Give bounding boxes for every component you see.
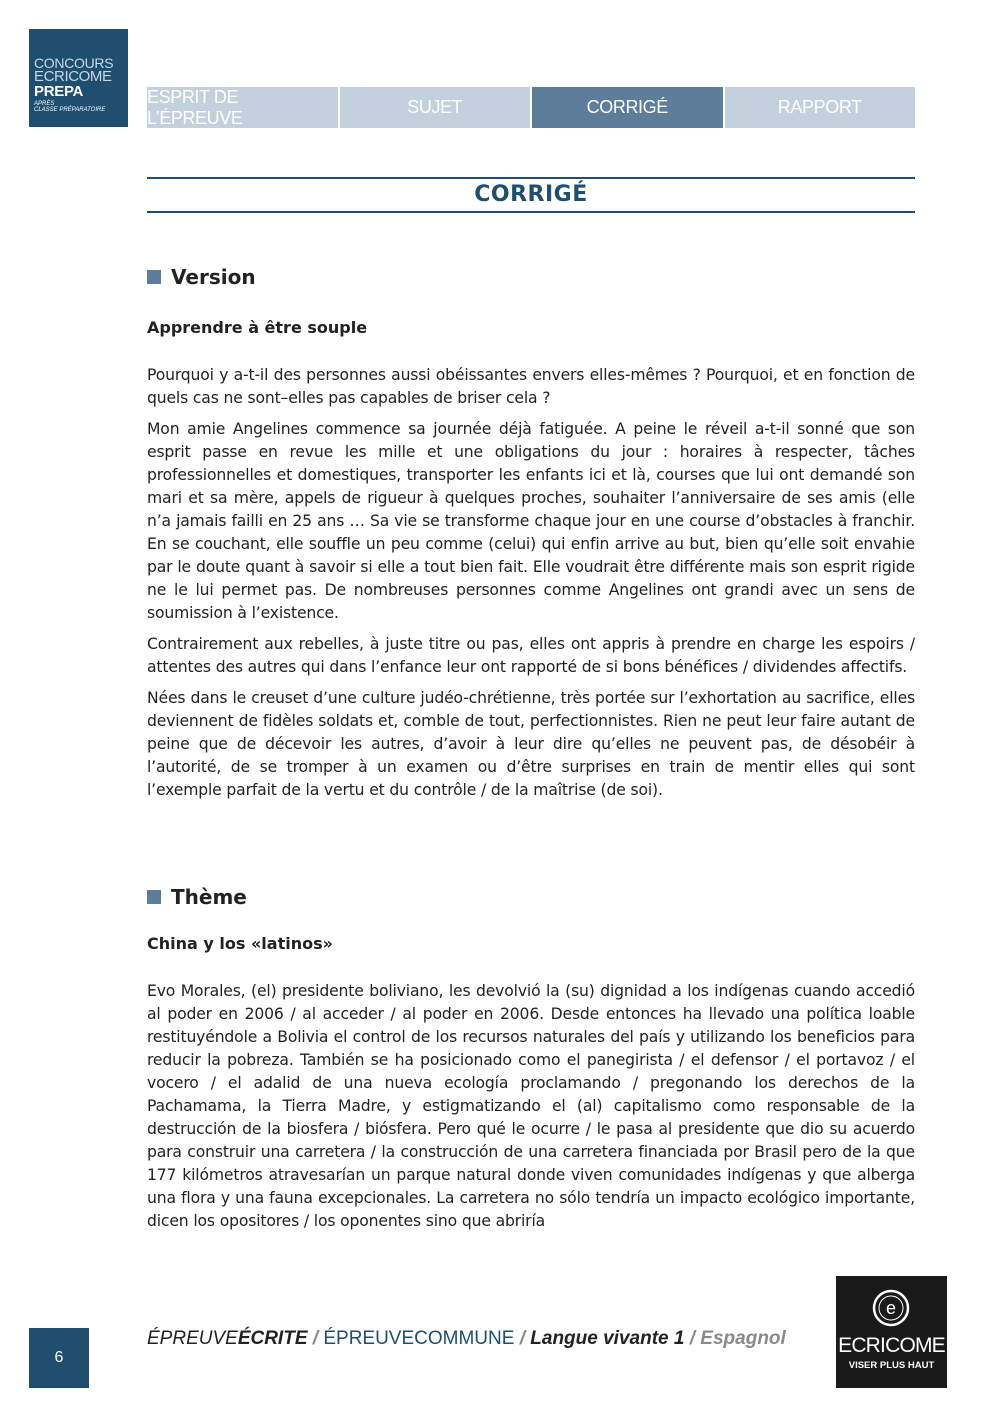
section-tabs xyxy=(147,87,915,128)
tab-rapport[interactable]: RAPPORT xyxy=(725,87,916,128)
tab-esprit[interactable]: ESPRIT DE L’ÉPREUVE xyxy=(147,87,338,128)
logo-line-ecricome: ECRICOME xyxy=(34,68,112,85)
footer-epreuve-2: ÉPREUVE xyxy=(323,1328,415,1349)
ecricome-brand-logo xyxy=(836,1276,947,1388)
version-paragraph: Pourquoi y a-t-il des personnes aussi obéissantes envers elles-mêmes ? Pourquoi, et en fonction de quels cas ne sont–elles pas capables de briser cela ? xyxy=(147,366,915,407)
square-bullet-icon xyxy=(147,270,161,284)
logo-line-prepa: PREPA xyxy=(34,83,84,100)
brand-tagline: VISER PLUS HAUT xyxy=(848,1360,935,1371)
version-paragraph: Mon amie Angelines commence sa journée déjà fatiguée. A peine le réveil a-t-il sonné que son esprit passe en revue les mille et une obligations du jour : horaires à respecter, tâches professionnelles et domestiques, transporter les enfants ici et là, courses que lui ont demandé son mari et sa mère, appels de rigueur à quelques proches, souhaiter l’anniversaire de ses amis (elle n’a jamais failli en 25 ans … Sa vie se transforme chaque jour en une course d’obstacles à franchir. En se couchant, elle souffle un peu comme (celui) qui enfin arrive au but, bien qu’elle soit envahie par le doute quant à savoir si elle a tout bien fait. Elle voudrait être différente mais son esprit rigide ne le lui permet pas. De nombreuses personnes comme Angelines ont grandi avec un sens de soumission à l’existence. xyxy=(147,420,915,622)
page-number: 6 xyxy=(29,1328,89,1388)
logo-line-concours: CONCOURS xyxy=(34,55,114,71)
logo-line-apres: APRÈS xyxy=(34,101,55,107)
tab-sujet[interactable]: SUJET xyxy=(340,87,531,128)
brand-name: ECRICOME xyxy=(838,1334,945,1357)
footer-langue: Langue vivante 1 xyxy=(530,1328,685,1349)
version-subtitle: Apprendre à être souple xyxy=(147,318,368,337)
ecricome-e-icon xyxy=(871,1288,911,1328)
page-title: CORRIGÉ xyxy=(147,177,915,213)
theme-heading-text: Thème xyxy=(171,885,247,909)
footer-commune: COMMUNE xyxy=(414,1328,515,1349)
tab-corrige[interactable]: CORRIGÉ xyxy=(532,87,723,128)
theme-subtitle: China y los «latinos» xyxy=(147,934,333,953)
version-paragraph: Contrairement aux rebelles, à juste titre ou pas, elles ont appris à prendre en charge les espoirs / attentes des autres qui dans l’enfance leur ont rapporté de si bons bénéfices / dividendes affectifs. xyxy=(147,635,915,676)
footer-ecrite: ÉCRITE xyxy=(237,1328,308,1349)
theme-paragraph: Evo Morales, (el) presidente boliviano, les devolvió la (su) dignidad a los indígenas cuando accedió al poder en 2006 / al acceder / al poder en 2006. Desde entonces ha llevado una política loable restituyéndole a Bolivia el control de los recursos naturales del país y utilizando los beneficios para reducir la pobreza. También se ha posicionado como el panegirista / el defensor / el portavoz / el vocero / el adalid de una nueva ecología proclamando / pregonando los derechos de la Pachamama, la Tierra Madre, y estigmatizando el (al) capitalismo como responsable de la destrucción de la biosfera / biósfera. Pero qué le ocurre / le pasa al presidente que dio su acuerdo para construir una carretera / la construcción de una carretera financiada por Brasil pero de la que 177 kilómetros atravesarían un parque natural donde viven comunidades indígenas y que alberga una flora y una fauna excepcionales. La carretera no sólo tendría un impacto ecológico importante, dicen los opositores / los oponentes sino que abriría xyxy=(147,982,915,1230)
version-section xyxy=(147,264,915,810)
square-bullet-icon xyxy=(147,890,161,904)
footer-exam-info xyxy=(147,1326,786,1352)
footer-epreuve: ÉPREUVE xyxy=(147,1328,238,1349)
footer-separator: / xyxy=(684,1328,701,1349)
footer-separator: / xyxy=(514,1328,531,1349)
logo-line-classe: CLASSE PRÉPARATOIRE xyxy=(34,107,106,113)
svg-text:e: e xyxy=(885,1298,897,1318)
version-heading-text: Version xyxy=(171,265,256,289)
theme-heading xyxy=(147,884,915,910)
footer-separator: / xyxy=(307,1328,324,1349)
version-heading xyxy=(147,264,915,290)
footer-espagnol: Espagnol xyxy=(700,1328,786,1349)
version-paragraph: Nées dans le creuset d’une culture judéo-chrétienne, très portée sur l’exhortation au sacrifice, elles deviennent de fidèles soldats et, comble de tout, perfectionnistes. Rien ne peut leur faire autant de peine que de décevoir les autres, d’avoir à leur dire qu’elles ne peuvent pas, de désobéir à l’autorité, de se tromper à un examen ou d’être surprises en train de mentir elles qui sont l’exemple parfait de la vertu et du contrôle / de la maîtrise (de soi). xyxy=(147,689,915,799)
concours-logo xyxy=(29,29,128,127)
theme-section xyxy=(147,884,915,1241)
